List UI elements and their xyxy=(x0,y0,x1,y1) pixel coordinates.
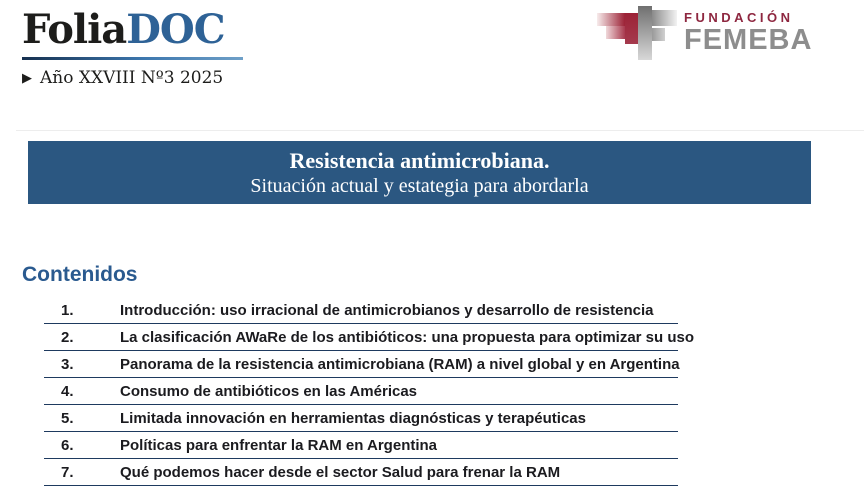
femeba-mark-red-mid xyxy=(606,26,625,39)
toc-item-number: 7. xyxy=(61,463,74,481)
document-title: Resistencia antimicrobiana. xyxy=(289,147,550,173)
masthead xyxy=(22,6,243,88)
header-divider xyxy=(16,130,864,131)
toc-item-label: Panorama de la resistencia antimicrobiana (RAM) a nivel global y en Argentina xyxy=(120,355,680,373)
toc-item-number: 2. xyxy=(61,328,74,346)
toc-item-5[interactable] xyxy=(44,405,678,432)
toc-item-label: Consumo de antibióticos en las Américas xyxy=(120,382,418,400)
toc-item-label: La clasificación AWaRe de los antibióticos: una propuesta para optimizar su uso xyxy=(120,328,695,346)
toc-item-label: Qué podemos hacer desde el sector Salud para frenar la RAM xyxy=(120,463,561,481)
toc-item-number: 1. xyxy=(61,301,74,319)
femeba-mark-red-stem xyxy=(625,13,638,44)
femeba-logo xyxy=(597,6,812,60)
femeba-mark-gray-mid xyxy=(652,28,665,41)
toc-item-number: 5. xyxy=(61,409,74,427)
foliadoc-logo xyxy=(22,6,243,54)
masthead-underline xyxy=(22,57,243,60)
foliadoc-logo-doc: DOC xyxy=(126,6,225,53)
toc-item-label: Limitada innovación en herramientas diagnósticas y terapéuticas xyxy=(120,409,586,427)
toc-item-7[interactable] xyxy=(44,459,678,486)
contents-heading: Contenidos xyxy=(22,263,138,286)
toc-item-number: 4. xyxy=(61,382,74,400)
toc-item-number: 6. xyxy=(61,436,74,454)
toc-item-3[interactable] xyxy=(44,351,678,378)
femeba-mark-gray-top xyxy=(652,10,677,26)
femeba-mark-red-top xyxy=(597,13,625,26)
femeba-mark-gray-stem xyxy=(638,6,652,60)
issue-label: Año XXVIII Nº3 2025 xyxy=(40,68,224,88)
issue-line xyxy=(22,68,243,88)
title-banner xyxy=(28,141,811,204)
toc-item-2[interactable] xyxy=(44,324,695,351)
triangle-bullet-icon: ▶ xyxy=(22,70,32,86)
toc-item-label: Introducción: uso irracional de antimicrobianos y desarrollo de resistencia xyxy=(120,301,654,319)
toc-item-1[interactable] xyxy=(44,297,678,324)
foliadoc-logo-folia: Folia xyxy=(22,6,127,53)
document-subtitle: Situación actual y estategia para abordarla xyxy=(250,174,589,197)
toc-item-label: Políticas para enfrentar la RAM en Argentina xyxy=(120,436,438,454)
fundacion-label: FUNDACIÓN xyxy=(684,10,794,25)
femeba-wordmark xyxy=(684,6,812,54)
femeba-label: FEMEBA xyxy=(684,24,813,56)
toc-item-4[interactable] xyxy=(44,378,678,405)
table-of-contents xyxy=(44,297,695,486)
toc-item-number: 3. xyxy=(61,355,74,373)
toc-item-6[interactable] xyxy=(44,432,678,459)
femeba-logo-icon xyxy=(597,6,679,60)
